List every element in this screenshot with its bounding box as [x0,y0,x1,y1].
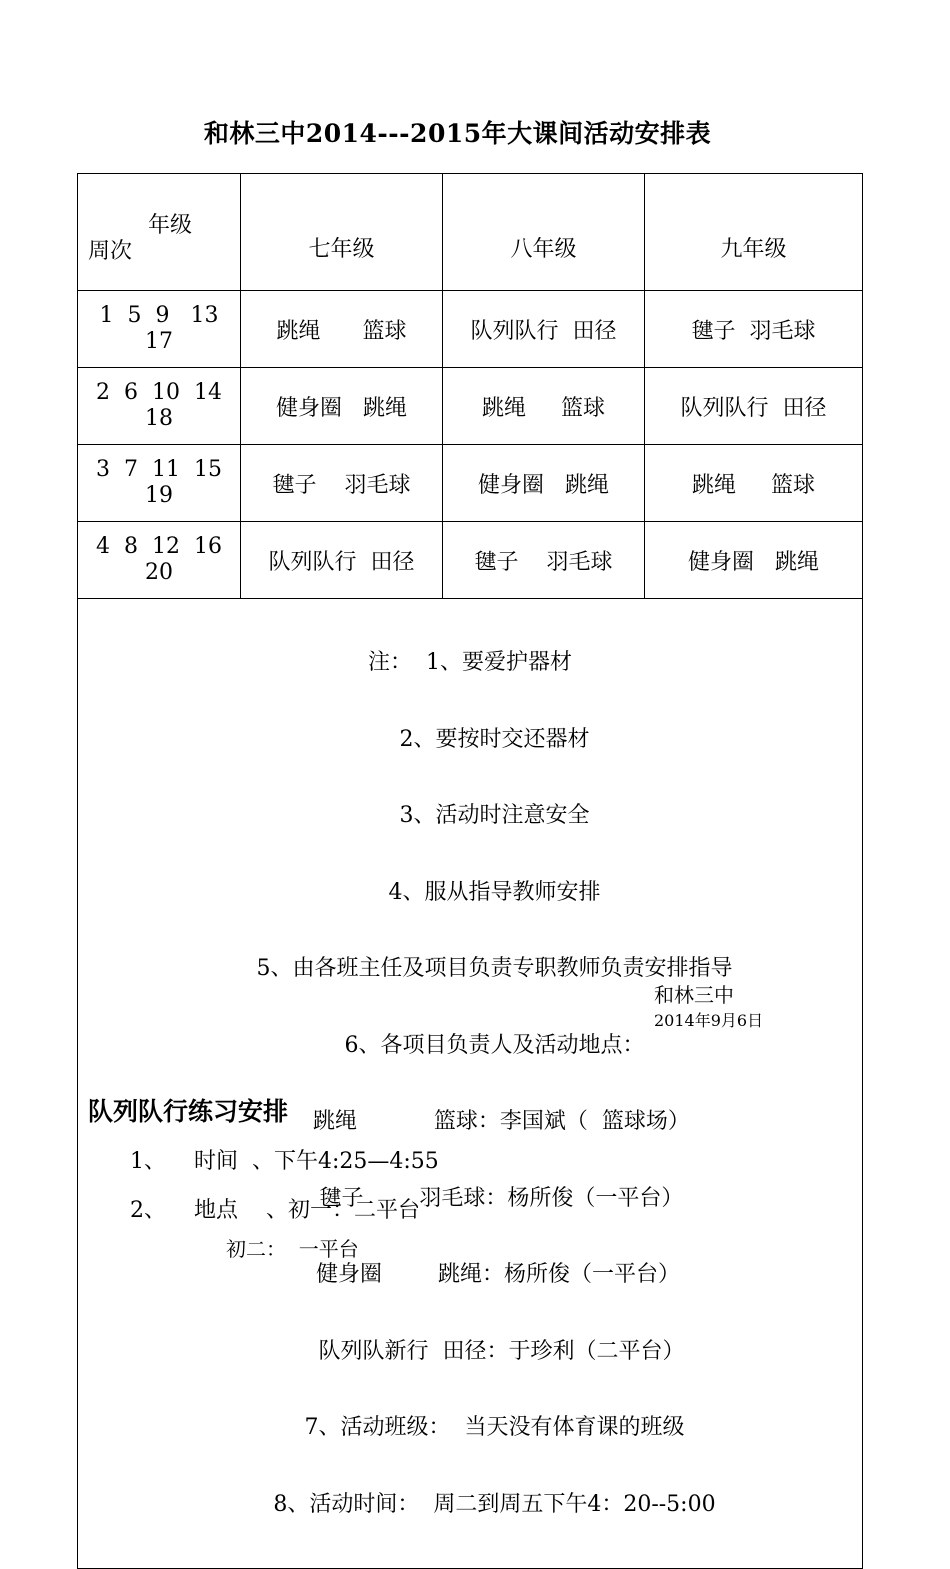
grade-header-8: 八年级 [443,174,645,291]
grade-header-7: 七年级 [241,174,443,291]
week-cell: 1 5 9 13 17 [78,291,241,368]
drill-item-location: 2、 地点 、初一：二平台 [130,1198,420,1223]
activity-cell: 健身圈 跳绳 [241,368,443,445]
week-cell: 3 7 11 15 19 [78,445,241,522]
note-line: 跳绳 篮球：李国斌（ 篮球场） [250,1109,690,1134]
note-line: 2、要按时交还器材 [350,726,590,752]
activity-cell: 队列队行 田径 [443,291,645,368]
note-line: 6、各项目负责人及活动地点： [295,1032,645,1058]
table-row [78,291,863,368]
activity-cell: 队列队行 田径 [241,522,443,599]
note-line: 队列队新行 田径：于珍利（二平台） [255,1338,685,1364]
notes-row [78,599,863,1569]
note-line: 3、活动时注意安全 [350,803,590,828]
activity-cell: 队列队行 田径 [645,368,863,445]
activity-cell: 跳绳 篮球 [443,368,645,445]
activity-cell: 跳绳 篮球 [241,291,443,368]
notes-cell [78,599,863,1569]
signature-block [654,982,763,1034]
activity-schedule-table [77,173,863,1569]
drill-section-title: 队列队行练习安排 [88,1097,289,1126]
drill-item-time: 1、 时间 、下午4:25—4:55 [130,1149,439,1174]
activity-cell: 健身圈 跳绳 [443,445,645,522]
signature-date: 2014年9月6日 [654,1011,764,1030]
note-line: 8、活动时间： 周二到周五下午4：20--5:00 [224,1491,716,1517]
drill-item-location-grade2: 初二： 一平台 [226,1237,359,1261]
activity-cell: 跳绳 篮球 [645,445,863,522]
corner-cell [78,174,241,291]
activity-cell: 健身圈 跳绳 [645,522,863,599]
note-line: 5、由各班主任及项目负责专职教师负责安排指导 [207,956,733,981]
corner-week-label: 周次 [88,239,133,264]
week-cell: 2 6 10 14 18 [78,368,241,445]
week-cell: 4 8 12 16 20 [78,522,241,599]
signature-org: 和林三中 [654,983,734,1007]
note-line: 注： 1、要爱护器材 [368,650,572,675]
page-title: 和林三中2014---2015年大课间活动安排表 [203,119,712,148]
activity-cell: 毽子 羽毛球 [645,291,863,368]
grade-header-9: 九年级 [645,174,863,291]
activity-cell: 毽子 羽毛球 [241,445,443,522]
table-row [78,445,863,522]
table-row [78,522,863,599]
note-line: 健身圈 跳绳：杨所俊（一平台） [260,1262,680,1287]
note-line: 7、活动班级： 当天没有体育课的班级 [255,1415,685,1440]
table-header-row [78,174,863,291]
corner-grade-label: 年级 [148,213,193,238]
note-line: 毽子 羽毛球：杨所俊（一平台） [256,1185,684,1211]
table-row [78,368,863,445]
note-line: 4、服从指导教师安排 [339,879,601,905]
activity-cell: 毽子 羽毛球 [443,522,645,599]
